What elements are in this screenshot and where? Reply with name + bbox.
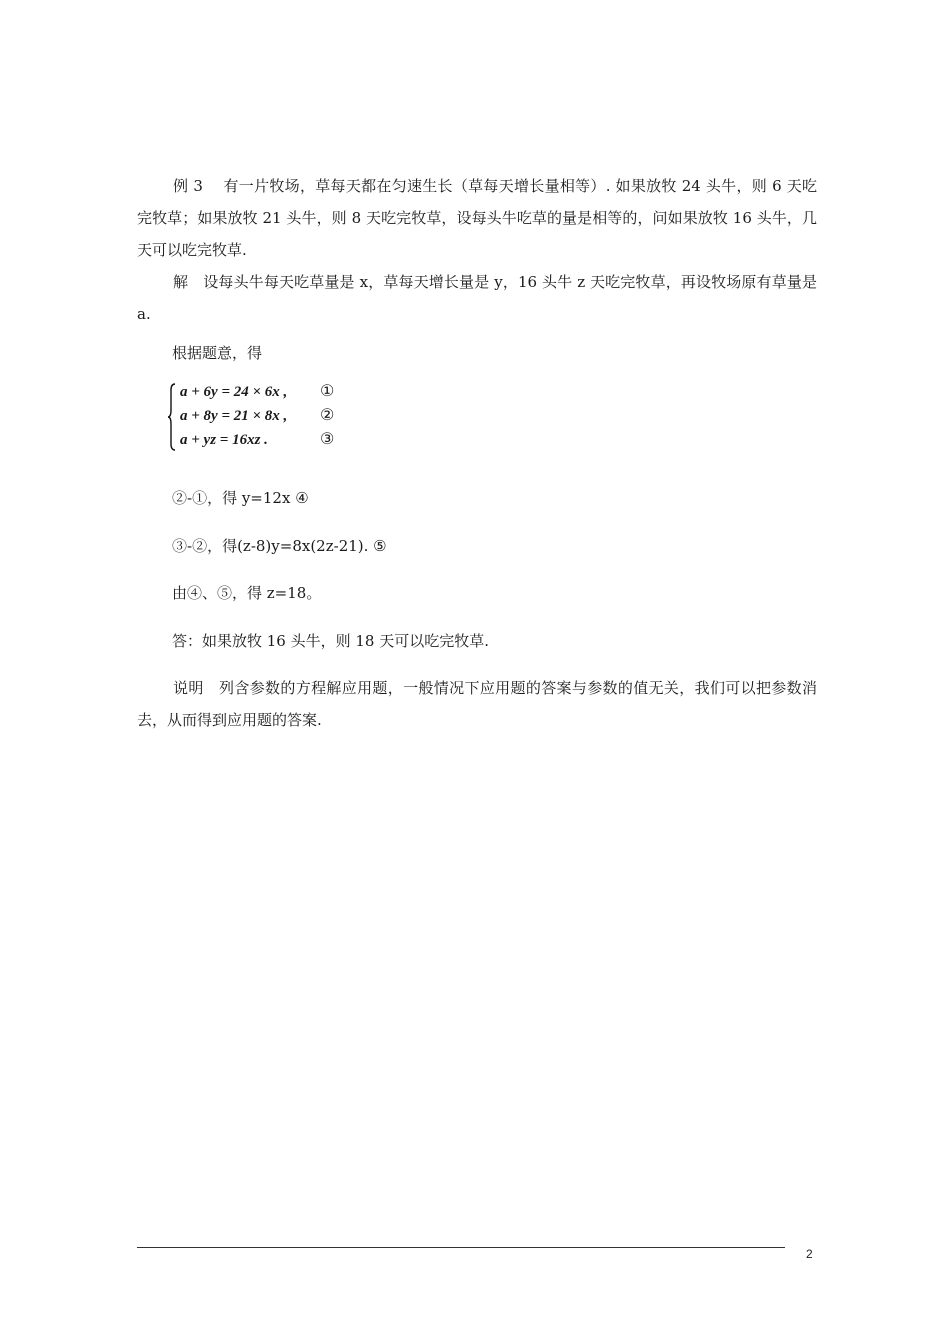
equation-1-mark: ① xyxy=(320,383,335,400)
equation-system xyxy=(168,382,348,452)
explanation-note: 说明 列含参数的方程解应用题，一般情况下应用题的答案与参数的值无关，我们可以把参数消去，从而得到应用题的答案. xyxy=(137,679,817,729)
footer-divider xyxy=(137,1247,785,1248)
example-problem: 例 3 有一片牧场，草每天都在匀速生长（草每天增长量相等）. 如果放牧 24 头牛，则 6 天吃完牧草；如果放牧 21 头牛，则 8 天吃完牧草，设每头牛吃草的量是相等的，问如果放牧 16 头牛，几天可以吃完牧草. xyxy=(137,177,817,259)
equation-2-expr: a + 8y = 21 × 8x , xyxy=(180,408,288,424)
step-1: ②-①，得 y=12x ④ xyxy=(172,489,309,507)
solution-intro: 解 设每头牛每天吃草量是 x，草每天增长量是 y，16 头牛 z 天吃完牧草，再设牧场原有草量是 a. xyxy=(137,273,817,323)
according-label: 根据题意，得 xyxy=(172,344,263,362)
equation-3-expr: a + yz = 16xz . xyxy=(180,432,268,448)
equation-1-expr: a + 6y = 24 × 6x , xyxy=(180,384,288,400)
left-brace-icon xyxy=(168,382,176,452)
equation-3-mark: ③ xyxy=(320,431,335,448)
equation-2-mark: ② xyxy=(320,407,335,424)
step-2: ③-②，得(z-8)y=8x(2z-21). ⑤ xyxy=(172,537,387,555)
answer: 答：如果放牧 16 头牛，则 18 天可以吃完牧草. xyxy=(172,632,490,650)
equation-3 xyxy=(180,430,335,450)
equation-2 xyxy=(180,406,335,426)
page-number: 2 xyxy=(806,1247,813,1261)
step-3: 由④、⑤，得 z=18。 xyxy=(172,584,322,602)
equation-1 xyxy=(180,382,335,402)
